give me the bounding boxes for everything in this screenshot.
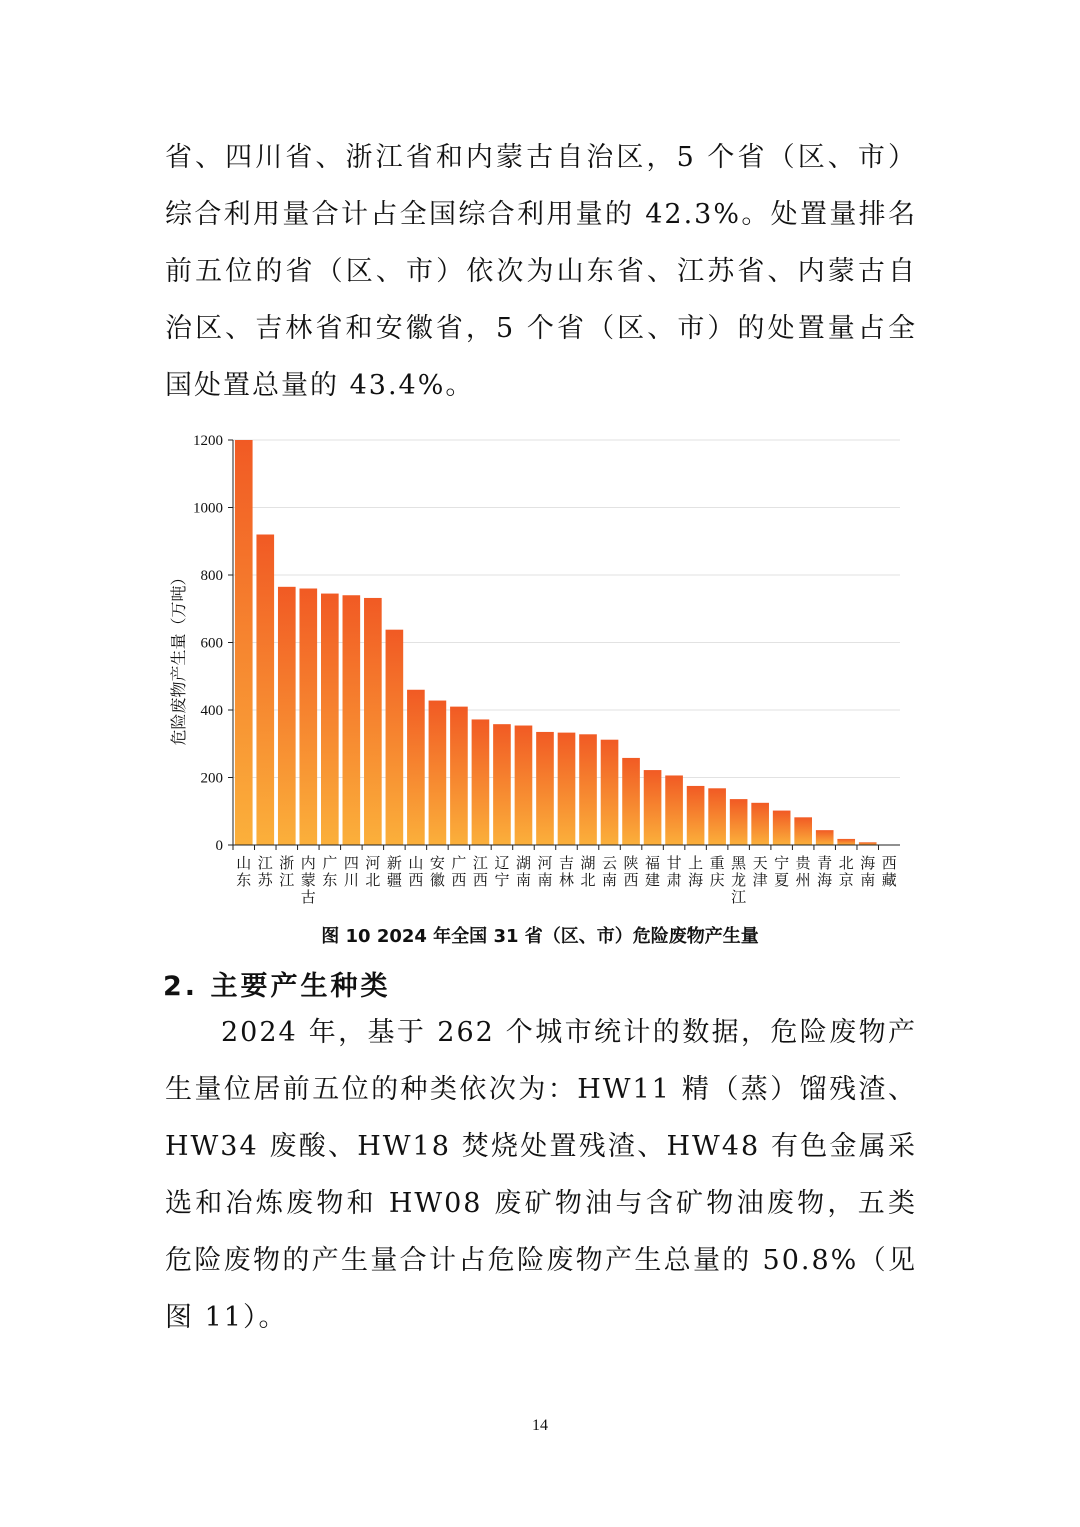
x-tick-label: 江苏 xyxy=(257,856,273,889)
x-tick-label: 天津 xyxy=(752,856,768,889)
bar-9 xyxy=(429,701,447,845)
bar-chart xyxy=(160,425,920,915)
bar-3 xyxy=(299,589,317,846)
section-heading: 2. 主要产生种类 xyxy=(163,971,391,1002)
x-tick-label: 福建 xyxy=(645,856,661,889)
bar-23 xyxy=(730,799,748,845)
x-tick-label: 西藏 xyxy=(881,856,897,889)
y-tick-label: 200 xyxy=(200,770,223,787)
figure-caption: 图 10 2024 年全国 31 省（区、市）危险废物产生量 xyxy=(321,926,759,947)
x-tick-label: 北京 xyxy=(838,856,854,889)
y-tick-labels xyxy=(193,433,233,854)
bar-1 xyxy=(256,535,274,846)
x-tick-label: 吉林 xyxy=(558,856,575,889)
x-tick-label: 山西 xyxy=(408,856,424,889)
x-tick-label: 上海 xyxy=(688,856,704,889)
x-tick-label: 黑龙江 xyxy=(731,856,747,906)
bar-22 xyxy=(708,788,726,845)
bar-17 xyxy=(601,740,619,845)
x-tick-label: 重庆 xyxy=(709,856,725,889)
x-tick-label: 河北 xyxy=(365,856,381,889)
y-tick-label: 0 xyxy=(215,838,223,854)
x-tick-label: 湖南 xyxy=(515,856,531,889)
bar-10 xyxy=(450,707,468,845)
x-tick-label: 山东 xyxy=(236,856,252,889)
y-tick-label: 1200 xyxy=(193,433,223,449)
x-tick-label: 四川 xyxy=(343,856,359,889)
bar-27 xyxy=(816,830,834,845)
x-tick-label: 广西 xyxy=(451,856,467,889)
bar-18 xyxy=(622,758,640,845)
bar-13 xyxy=(515,726,533,845)
x-tick-label: 新疆 xyxy=(386,856,402,889)
y-axis-title: 危险废物产生量（万吨） xyxy=(171,569,188,746)
x-tick-label: 青海 xyxy=(817,856,833,889)
bar-24 xyxy=(751,803,769,845)
x-tick-label: 贵州 xyxy=(795,856,811,889)
x-tick-label: 海南 xyxy=(860,856,876,889)
y-tick-label: 600 xyxy=(200,635,223,652)
bar-16 xyxy=(579,734,597,845)
bar-12 xyxy=(493,724,511,845)
body-paragraph-1: 省、四川省、浙江省和内蒙古自治区，5 个省（区、市）综合利用量合计占全国综合利用量的 42.3%。处置量排名前五位的省（区、市）依次为山东省、江苏省、内蒙古自治区、吉林省和安徽省，5 个省（区、市）的处置量占全国处置总量的 43.4%。 xyxy=(165,142,917,401)
x-tick-labels xyxy=(233,845,897,906)
bar-15 xyxy=(558,733,576,845)
bar-11 xyxy=(472,719,490,845)
x-tick-label: 辽宁 xyxy=(494,856,510,889)
bar-4 xyxy=(321,594,339,845)
x-tick-label: 浙江 xyxy=(279,856,295,889)
bar-2 xyxy=(278,587,296,845)
bar-26 xyxy=(794,817,812,845)
x-tick-label: 宁夏 xyxy=(774,856,790,889)
body-paragraph-2-text: 2024 年，基于 262 个城市统计的数据，危险废物产生量位居前五位的种类依次为：HW11 精（蒸）馏残渣、HW34 废酸、HW18 焚烧处置残渣、HW48 有色金属采选和冶炼废物和 HW08 废矿物油与含矿物油废物，五类危险废物的产生量合计占危险废物产生总量的 50.8%（见图 11）。 xyxy=(165,1017,917,1333)
bar-8 xyxy=(407,690,425,845)
bar-0 xyxy=(235,440,253,845)
bar-6 xyxy=(364,598,382,845)
x-tick-label: 河南 xyxy=(537,856,553,889)
x-tick-label: 陕西 xyxy=(623,856,639,889)
bar-19 xyxy=(644,770,662,845)
y-tick-label: 400 xyxy=(200,703,223,719)
x-tick-label: 甘肃 xyxy=(666,856,682,889)
bar-25 xyxy=(773,811,791,845)
x-tick-label: 安徽 xyxy=(429,856,445,889)
x-tick-label: 江西 xyxy=(472,856,488,889)
x-tick-label: 内蒙古 xyxy=(300,856,316,906)
bar-14 xyxy=(536,732,554,845)
bar-28 xyxy=(837,839,855,845)
bar-5 xyxy=(343,595,361,845)
bar-21 xyxy=(687,786,705,845)
body-paragraph-2 xyxy=(165,1004,917,1346)
y-tick-label: 1000 xyxy=(193,500,223,517)
x-tick-label: 湖北 xyxy=(580,856,596,889)
x-tick-label: 广东 xyxy=(322,856,338,889)
bar-20 xyxy=(665,775,683,845)
bar-7 xyxy=(386,630,404,845)
page-number: 14 xyxy=(532,1417,548,1434)
y-tick-label: 800 xyxy=(200,568,223,584)
x-tick-label: 云南 xyxy=(602,856,618,889)
